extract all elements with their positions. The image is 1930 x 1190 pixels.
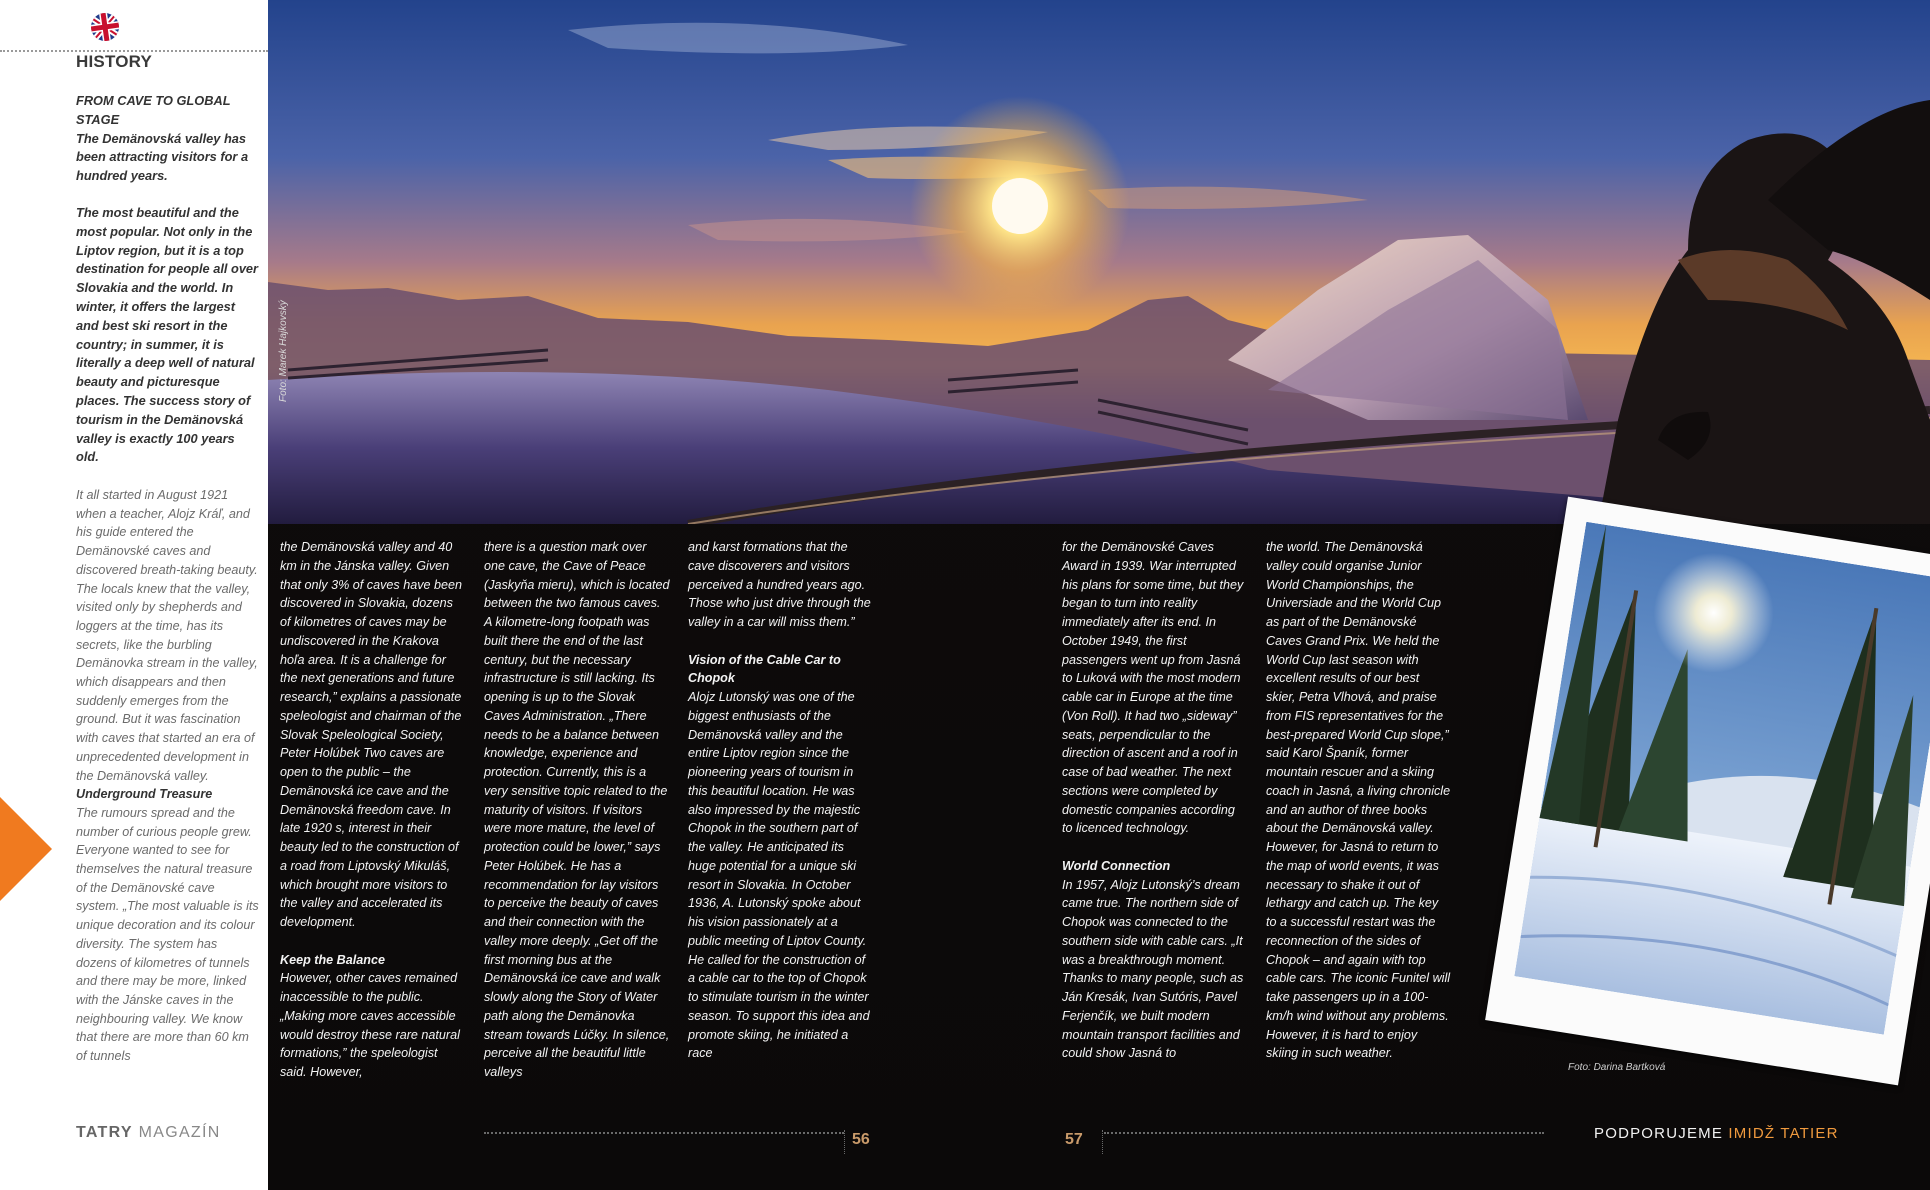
lead-subtitle: The Demänovská valley has been attracting visitors for a hundred years. (76, 130, 249, 184)
col5-paragraph-1: the world. The Demänovská valley could organise Junior World Championships, the Universiade and the World Cup as part of the Demänovské Caves Grand Prix. We held the World Cup last season with excellent results of our best skier, Petra Vlhová, and praise from FIS representatives for the best-prepared World Cup slope,” said Karol Španík, former mountain rescuer and a skiing coach in Jasná, a living chronicle and an author of three books about the Demänovská valley. However, for Jasná to return to the map of world events, it was necessary to shake it out of lethargy and catch up. The key to a successful restart was the reconnection of the sides of Chopok – and again with top cable cars. The iconic Funitel will take passengers up in a 100-km/h wind without any problems. However, it is hard to enjoy skiing in such weather. (1266, 540, 1451, 1061)
slogan-part-1: PODPORUJEME (1594, 1125, 1729, 1142)
col3-paragraph-1: and karst formations that the cave discoverers and visitors perceived a hundred years ago. Those who just drive through the valley in a car will miss them.” (688, 540, 871, 629)
col3-paragraph-2: Alojz Lutonský was one of the biggest enthusiasts of the Demänovská valley and the entire Liptov region since the pioneering years of tourism in this beautiful location. He was also impressed by the majestic Chopok in the southern part of the valley. He anticipated its huge potential for a unique ski resort in Slovakia. In October 1936, A. Lutonský spoke about his vision passionately at a public meeting of Liptov County. He called for the construction of a cable car to the top of Chopok to stimulate tourism in the winter season. To support this idea and promote skiing, he initiated a race (688, 690, 870, 1061)
lead-block (76, 92, 260, 485)
article-column-3 (688, 538, 874, 1082)
page-number-left: 56 (852, 1131, 870, 1148)
footer-divider-left-end (844, 1130, 845, 1154)
polaroid-photo-credit: Foto: Darina Bartková (1568, 1062, 1666, 1073)
intro-paragraph-2: The rumours spread and the number of curious people grew. Everyone wanted to see for themselves the natural treasure of the Demänovské cave system. „The most valuable is its unique decoration and its colour diversity. The system has dozens of kilometres of tunnels and there may be more, linked with the Jánske caves in the neighbouring valley. We know that there are more than 60 km of tunnels (76, 805, 259, 1064)
article-column-1 (280, 538, 466, 1101)
col2-paragraph-1: there is a question mark over one cave, the Cave of Peace (Jaskyňa mieru), which is located between the two famous caves. A kilometre-long footpath was built there the end of the last century, but the necessary infrastructure is still lacking. Its opening is up to the Slovak Caves Administration. „There needs to be a balance between knowledge, experience and protection. Currently, this is a very sensitive topic related to the maturity of visitors. If visitors were more mature, the level of protection could be lower,” says Peter Holúbek. He has a recommendation for lay visitors to perceive the beauty of caves and their connection with the valley more deeply. „Get off the first morning bus at the Demänovská ice cave and walk slowly along the Story of Water path along the Demänovka stream towards Lúčky. In silence, perceive all the beautiful little valleys (484, 540, 670, 1079)
col3-subheading: Vision of the Cable Car to Chopok (688, 652, 841, 686)
sunset-mountain-photo (268, 0, 1930, 524)
col1-subheading: Keep the Balance (280, 952, 385, 967)
intro-paragraph: It all started in August 1921 when a teacher, Alojz Kráľ, and his guide entered the Demänovské caves and discovered breath-taking beauty. The locals knew that the valley, visited only by shepherds and loggers at the time, has its secrets, like the burbling Demänovka stream in the valley, which disappears and then suddenly emerges from the ground. But it was fascination with caves that started an era of unprecedented development in the Demänovská valley. (76, 488, 258, 783)
article-column-5 (1266, 538, 1452, 1082)
winter-forest-photo (1514, 522, 1930, 1035)
orange-arrow-marker (0, 797, 52, 901)
col4-paragraph-2: In 1957, Alojz Lutonský’s dream came true. The northern side of Chopok was connected to the southern side with cable cars. „It was a breakthrough moment. Thanks to many people, such as Ján Kresák, Ivan Sutóris, Pavel Ferjenčík, we built modern mountain transport facilities and could show Jasná to (1062, 877, 1244, 1061)
footer-slogan (1594, 1125, 1839, 1142)
lead-heading: FROM CAVE TO GLOBAL STAGE (76, 93, 231, 127)
photo-credit: Foto: Marek Hajkovský (278, 300, 289, 402)
magazine-brand (76, 1124, 221, 1142)
sidebar (0, 0, 268, 1190)
section-title: HISTORY (76, 52, 153, 71)
footer-divider-right (1104, 1132, 1544, 1134)
page-number-right: 57 (1065, 1131, 1083, 1148)
article-column-4 (1062, 538, 1248, 1082)
footer-divider-right-start (1102, 1130, 1103, 1154)
dark-spread (268, 0, 1930, 1190)
col1-paragraph-1: the Demänovská valley and 40 km in the Jánska valley. Given that only 3% of caves have been discovered in Slovakia, dozens of kilometres of caves may be undiscovered in the Krakova hoľa area. It is a challenge for the next generations and future research,” explains a passionate speleologist and chairman of the Slovak Speleological Society, Peter Holúbek Two caves are open to the public – the Demänovská ice cave and the Demänovská freedom cave. In late 1920 s, interest in their beauty led to the construction of a road from Liptovský Mikuláš, which brought more visitors to the valley and accelerated its development. (280, 540, 463, 929)
article-column-2 (484, 538, 670, 1101)
brand-name: TATRY (76, 1124, 133, 1141)
col4-subheading: World Connection (1062, 858, 1171, 873)
intro-subheading: Underground Treasure (76, 787, 213, 802)
footer-divider-left (484, 1132, 844, 1134)
brand-suffix: MAGAZÍN (132, 1124, 221, 1141)
col4-paragraph-1: for the Demänovské Caves Award in 1939. War interrupted his plans for some time, but they began to turn into reality immediately after its end. In October 1949, the first passengers went up from Jasná to Luková with the most modern cable car in Europe at the time (Von Roll). It had two „sideway” seats, perpendicular to the direction of ascent and a roof in case of bad weather. The next sections were completed by domestic companies according to licenced technology. (1062, 540, 1244, 836)
col1-paragraph-2: However, other caves remained inaccessible to the public. „Making more caves accessible would destroy these rare natural formations,” the speleologist said. However, (280, 971, 460, 1079)
intro-text-block (76, 486, 260, 1066)
lead-body: The most beautiful and the most popular. Not only in the Liptov region, but it is a top destination for people all over Slovakia and the world. In winter, it offers the largest and best ski resort in the country; in summer, it is literally a deep well of natural beauty and picturesque places. The success story of tourism in the Demänovská valley is exactly 100 years old. (76, 204, 259, 465)
polaroid-photo-frame (1485, 497, 1930, 1086)
slogan-part-2: IMIDŽ TATIER (1728, 1125, 1839, 1142)
uk-flag-icon (88, 12, 122, 42)
